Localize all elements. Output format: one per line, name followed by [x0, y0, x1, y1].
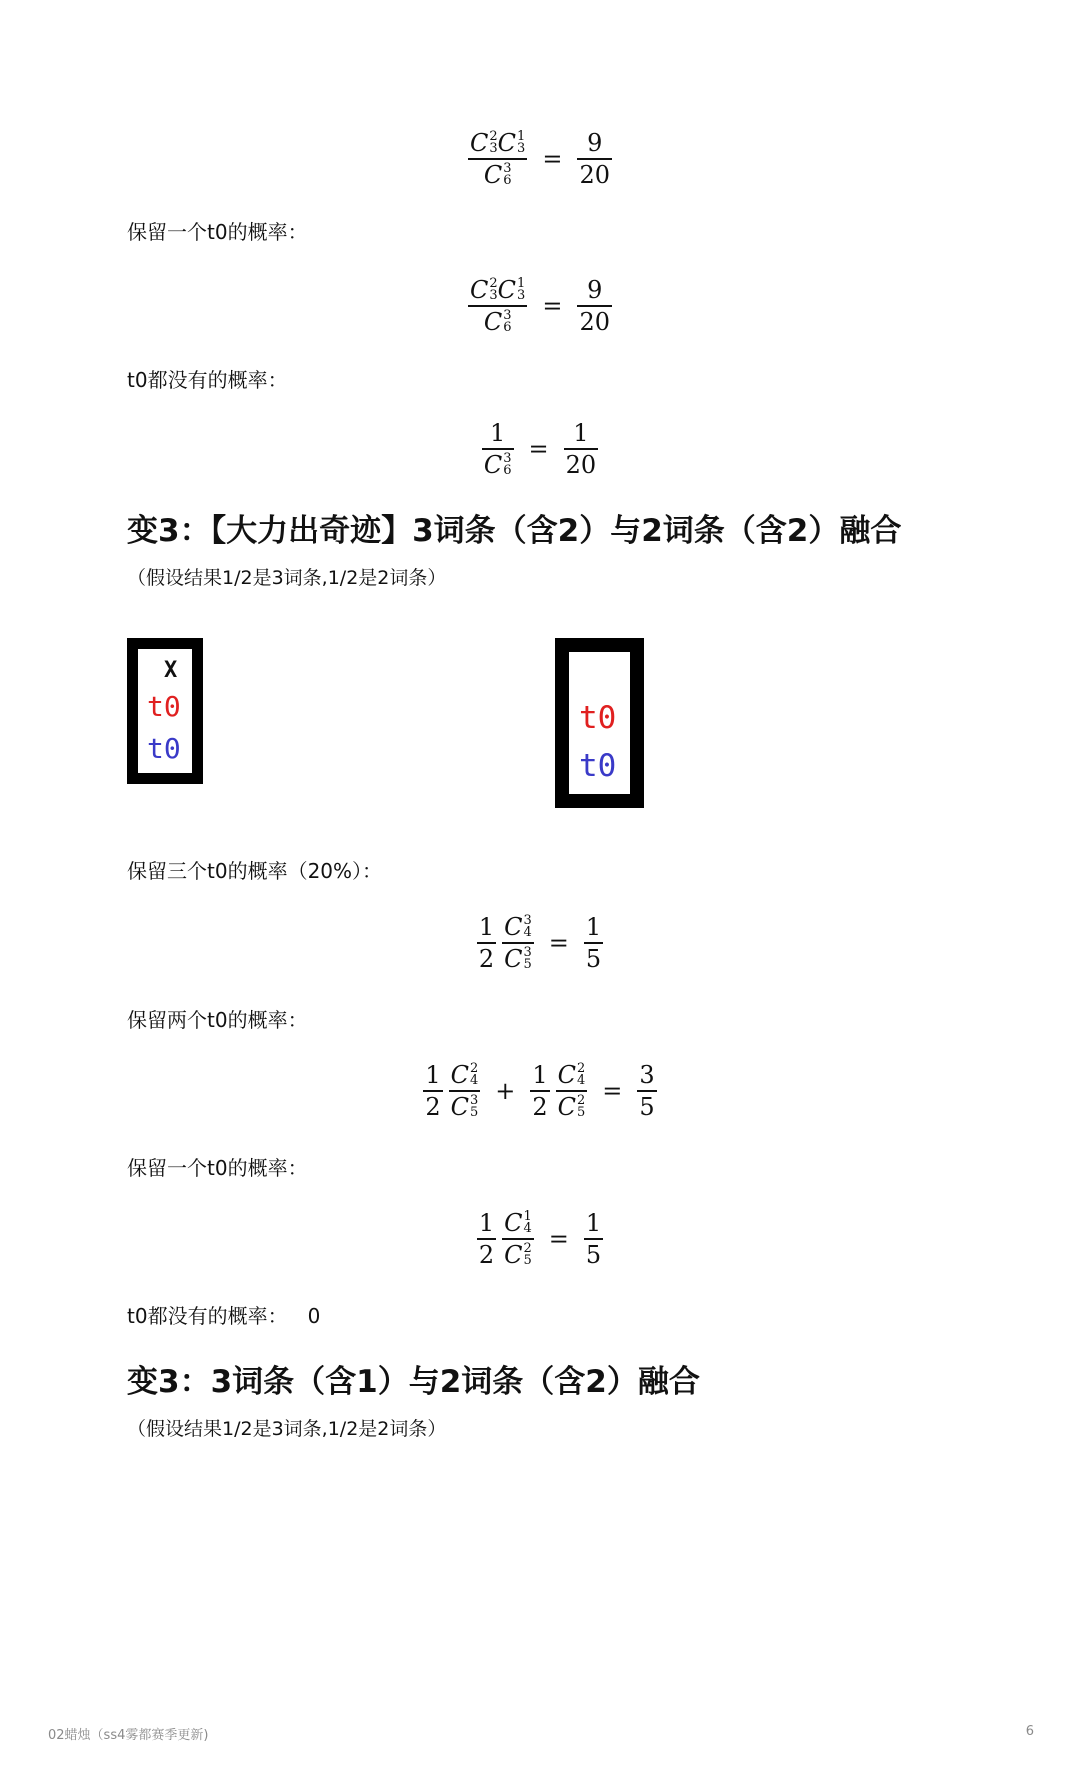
formula-keep-one: $\frac{1}{2}$ C 1 4 C 2 5 = $\frac{1}{5}$	[478, 1209, 602, 1269]
footer-page-number: 6	[1025, 1724, 1034, 1739]
label-keep-two-t0: 保留两个t0的概率：	[127, 1008, 308, 1032]
formula-keep-two: $\frac{1}{2}$ C 2 4 C 3 5 + $\frac{1}{2}$ C 2 4 C 2 5 = $\frac{3}{5}$	[425, 1061, 655, 1121]
label-no-t0: t0都没有的概率：	[127, 1304, 288, 1328]
label-keep-three-t0: 保留三个t0的概率（20%）：	[127, 859, 383, 883]
affix-t0-red: t0	[147, 690, 181, 723]
footer-doc-title: 02蜡烛（ss4雾都赛季更新)	[48, 1728, 209, 1743]
section-heading-2: 变3：3词条（含1）与2词条（含2）融合	[127, 1364, 700, 1400]
label-no-t0: t0都没有的概率：	[127, 368, 288, 392]
section-note-2: （假设结果1/2是3词条,1/2是2词条）	[127, 1418, 447, 1440]
value-no-t0: 0	[307, 1304, 321, 1328]
section-heading-1: 变3：【大力出奇迹】3词条（含2）与2词条（含2）融合	[127, 513, 902, 549]
formula-no-t0-tier1: 1 C 3 6 = $\frac{1}{20}$	[483, 419, 597, 479]
affix-x: X	[164, 658, 178, 683]
formula-keep-two-tier1: C 2 3 C 1 3 C 3 6 = $\frac{9}{20}$	[470, 129, 610, 189]
item-affix-box-3	[127, 638, 203, 784]
item-affix-box-2	[555, 638, 644, 808]
affix-t0-red: t0	[579, 700, 617, 736]
formula-keep-one-tier1: C 2 3 C 1 3 C 3 6 = $\frac{9}{20}$	[470, 276, 610, 336]
affix-t0-blue: t0	[147, 732, 181, 765]
formula-keep-three: $\frac{1}{2}$ C 3 4 C 3 5 = $\frac{1}{5}$	[478, 913, 602, 973]
label-keep-one-t0: 保留一个t0的概率：	[127, 220, 308, 244]
affix-t0-blue: t0	[579, 748, 617, 784]
label-keep-one-t0: 保留一个t0的概率：	[127, 1156, 308, 1180]
section-note-1: （假设结果1/2是3词条,1/2是2词条）	[127, 567, 447, 589]
label-no-t0-row	[127, 1302, 320, 1330]
